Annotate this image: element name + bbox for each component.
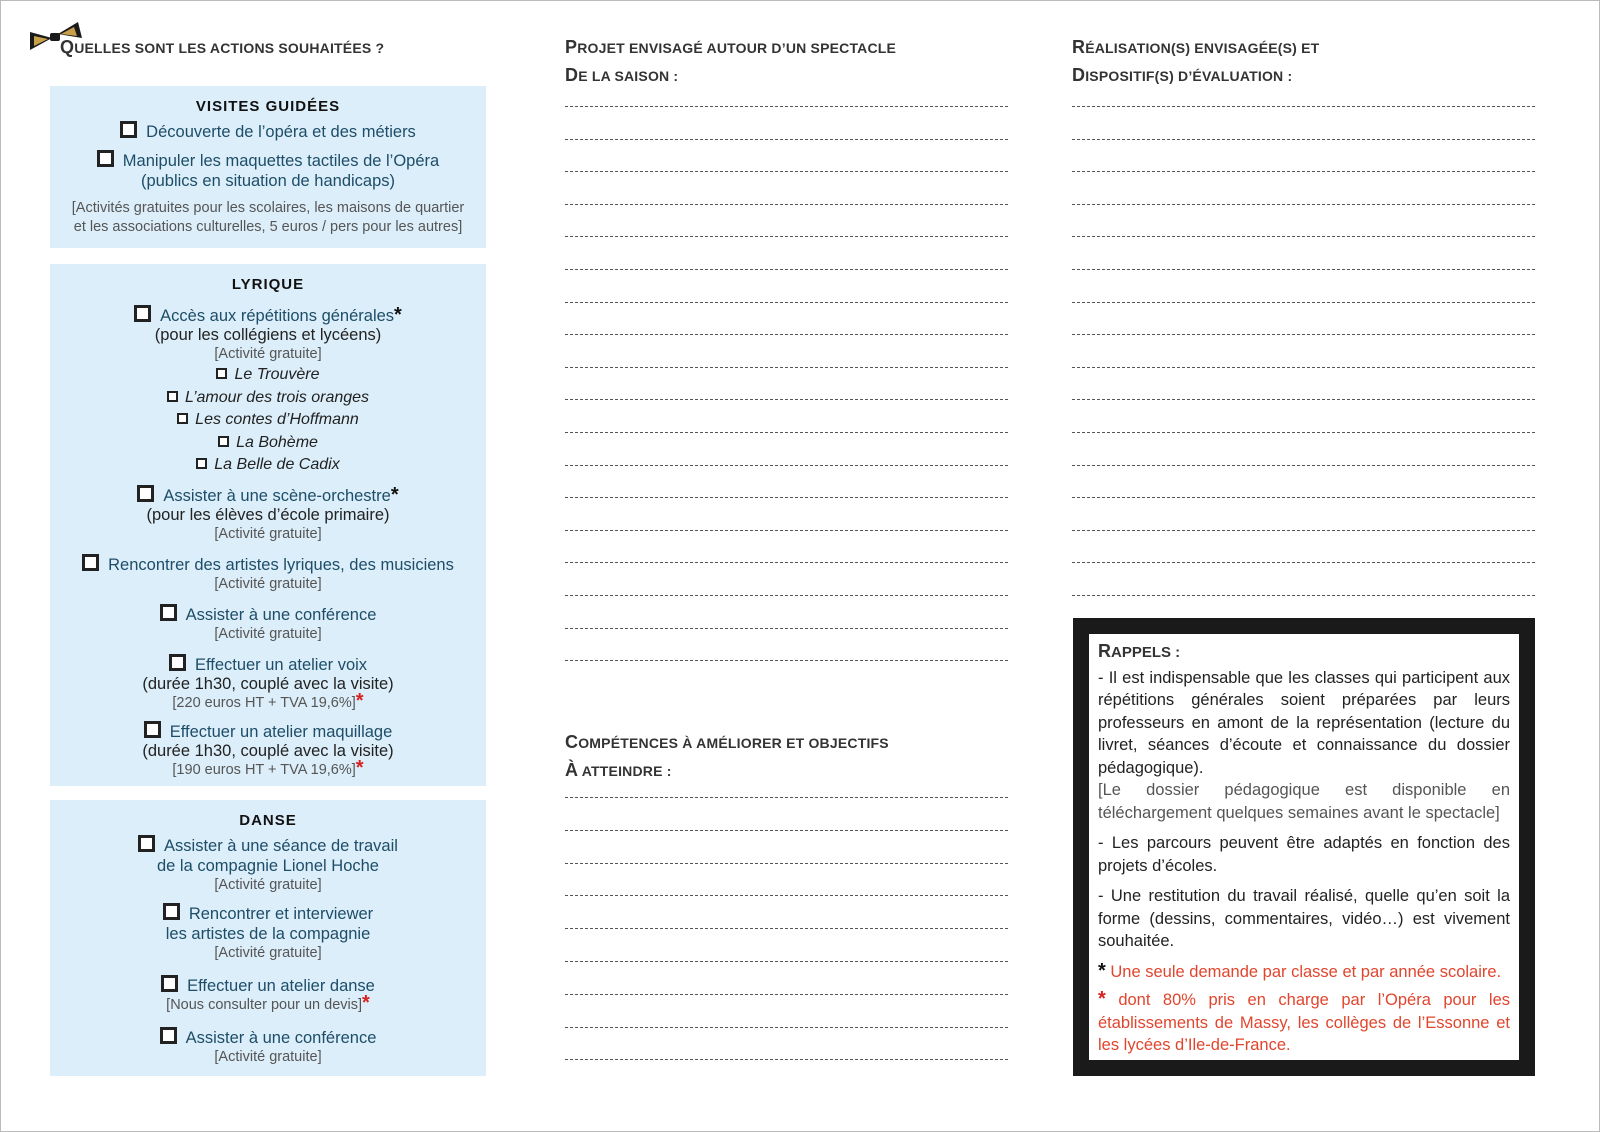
write-line[interactable] bbox=[565, 863, 1008, 864]
checkbox-icon[interactable] bbox=[218, 436, 229, 447]
write-line[interactable] bbox=[1072, 106, 1535, 107]
show-option[interactable]: La Belle de Cadix bbox=[50, 454, 486, 477]
write-line[interactable] bbox=[565, 928, 1008, 929]
write-line[interactable] bbox=[1072, 171, 1535, 172]
write-line[interactable] bbox=[565, 562, 1008, 563]
checkbox-icon[interactable] bbox=[134, 305, 151, 322]
rappels-content bbox=[1089, 634, 1519, 1060]
rappels-box bbox=[1073, 618, 1535, 1076]
write-line[interactable] bbox=[565, 628, 1008, 629]
write-line[interactable] bbox=[1072, 302, 1535, 303]
rappels-title: RAPPELS : bbox=[1098, 641, 1181, 661]
write-line[interactable] bbox=[1072, 399, 1535, 400]
visites-guidees-panel bbox=[50, 86, 486, 248]
show-option[interactable]: Le Trouvère bbox=[50, 364, 486, 387]
rappel-item: - Une restitution du travail réalisé, quelle qu’en soit la forme (dessins, commentaires, vidéo…) est vivement souhaitée. bbox=[1098, 887, 1510, 950]
checkbox-icon[interactable] bbox=[97, 150, 114, 167]
option-atelier-danse[interactable]: Effectuer un atelier danse bbox=[50, 975, 486, 996]
write-line[interactable] bbox=[565, 204, 1008, 205]
price-note: [220 euros HT + TVA 19,6%]* bbox=[172, 689, 364, 712]
option-repetitions[interactable]: Accès aux répétitions générales* bbox=[50, 305, 486, 326]
asterisk: * bbox=[355, 756, 364, 779]
danse-panel bbox=[50, 800, 486, 1076]
write-line[interactable] bbox=[565, 139, 1008, 140]
gratuite-note: [Activité gratuite] bbox=[214, 945, 322, 961]
price-note: [Activités gratuites pour les scolaires, les maisons de quartier bbox=[71, 200, 465, 216]
option-sub: (pour les collégiens et lycéens) bbox=[154, 326, 382, 344]
write-line[interactable] bbox=[1072, 139, 1535, 140]
show-option[interactable]: L’amour des trois oranges bbox=[50, 387, 486, 410]
page-title: QUELLES SONT LES ACTIONS SOUHAITÉES ? bbox=[60, 37, 385, 57]
checkbox-icon[interactable] bbox=[163, 903, 180, 920]
checkbox-icon[interactable] bbox=[196, 458, 207, 469]
option-rencontrer-artistes[interactable]: Rencontrer des artistes lyriques, des musiciens bbox=[50, 554, 486, 575]
section-title: DANSE bbox=[239, 812, 297, 829]
option-sub: (pour les élèves d’école primaire) bbox=[146, 505, 390, 524]
write-line[interactable] bbox=[1072, 562, 1535, 563]
write-line[interactable] bbox=[565, 994, 1008, 995]
option-atelier-maquillage[interactable]: Effectuer un atelier maquillage bbox=[50, 721, 486, 742]
write-line[interactable] bbox=[565, 302, 1008, 303]
section-title: VISITES GUIDÉES bbox=[195, 98, 341, 115]
gratuite-note: [Activité gratuite] bbox=[214, 346, 322, 362]
footnote-funding: * dont 80% pris en charge par l’Opéra pour les établissements de Massy, les collèges de l’Essonne et les lycées d’Ile-de-France. bbox=[1098, 988, 1511, 1054]
checkbox-icon[interactable] bbox=[120, 121, 137, 138]
write-line[interactable] bbox=[565, 367, 1008, 368]
checkbox-icon[interactable] bbox=[144, 721, 161, 738]
write-line[interactable] bbox=[565, 236, 1008, 237]
option-conference[interactable]: Assister à une conférence bbox=[50, 604, 486, 625]
rappel-item: - Les parcours peuvent être adaptés en fonction des projets d’écoles. bbox=[1098, 834, 1510, 875]
option-seance-travail[interactable]: Assister à une séance de travail bbox=[50, 835, 486, 856]
gratuite-note: [Activité gratuite] bbox=[214, 525, 322, 542]
option-sub: (durée 1h30, couplé avec la visite) bbox=[142, 674, 394, 693]
option-sub: de la compagnie Lionel Hoche bbox=[157, 857, 379, 875]
price-note: et les associations culturelles, 5 euros / pers pour les autres] bbox=[73, 219, 463, 235]
write-line[interactable] bbox=[565, 465, 1008, 466]
gratuite-note: [Activité gratuite] bbox=[214, 625, 322, 642]
checkbox-icon[interactable] bbox=[160, 1027, 177, 1044]
write-line[interactable] bbox=[1072, 465, 1535, 466]
gratuite-note: [Activité gratuite] bbox=[214, 877, 322, 893]
write-line[interactable] bbox=[1072, 367, 1535, 368]
checkbox-icon[interactable] bbox=[161, 975, 178, 992]
gratuite-note: [Activité gratuite] bbox=[214, 575, 322, 592]
realisation-heading: RÉALISATION(S) ENVISAGÉE(S) ET DISPOSITIF(S) D’ÉVALUATION : bbox=[1072, 37, 1320, 85]
option-sub: les artistes de la compagnie bbox=[165, 925, 371, 943]
write-line[interactable] bbox=[1072, 236, 1535, 237]
option-decouverte[interactable]: Découverte de l’opéra et des métiers bbox=[50, 121, 486, 142]
option-atelier-voix[interactable]: Effectuer un atelier voix bbox=[50, 654, 486, 675]
footnote-single-request: * Une seule demande par classe et par année scolaire. bbox=[1098, 959, 1502, 982]
write-line[interactable] bbox=[565, 269, 1008, 270]
rappel-note: [Le dossier pédagogique est disponible en téléchargement quelques semaines avant le spectacle] bbox=[1098, 781, 1510, 822]
write-line[interactable] bbox=[1072, 269, 1535, 270]
rappel-item: - Il est indispensable que les classes qui participent aux répétitions générales soient préparées par leurs professeurs en amont de la représentation (lecture du livret, séances d’écoute et connaissance du dossier pédagogique). bbox=[1098, 668, 1510, 777]
asterisk: * bbox=[394, 304, 402, 326]
write-line[interactable] bbox=[565, 830, 1008, 831]
competences-heading: COMPÉTENCES À AMÉLIORER ET OBJECTIFS À ATTEINDRE : bbox=[565, 732, 889, 780]
write-line[interactable] bbox=[565, 1027, 1008, 1028]
write-line[interactable] bbox=[1072, 334, 1535, 335]
checkbox-icon[interactable] bbox=[169, 654, 186, 671]
write-line[interactable] bbox=[565, 530, 1008, 531]
write-line[interactable] bbox=[565, 432, 1008, 433]
option-conference[interactable]: Assister à une conférence bbox=[50, 1027, 486, 1048]
checkbox-icon[interactable] bbox=[137, 485, 154, 502]
price-note: [Nous consulter pour un devis]* bbox=[166, 992, 370, 1014]
write-line[interactable] bbox=[565, 106, 1008, 107]
lyrique-panel bbox=[50, 264, 486, 786]
option-maquettes-sub: (publics en situation de handicaps) bbox=[140, 172, 396, 190]
show-option[interactable]: La Bohème bbox=[50, 432, 486, 455]
write-line[interactable] bbox=[565, 171, 1008, 172]
section-title: LYRIQUE bbox=[231, 276, 305, 293]
write-line[interactable] bbox=[565, 334, 1008, 335]
write-line[interactable] bbox=[565, 895, 1008, 896]
checkbox-icon[interactable] bbox=[177, 413, 188, 424]
asterisk: * bbox=[362, 992, 370, 1014]
write-line[interactable] bbox=[1072, 432, 1535, 433]
write-line[interactable] bbox=[565, 399, 1008, 400]
write-line[interactable] bbox=[565, 660, 1008, 661]
asterisk: * bbox=[390, 483, 399, 506]
write-line[interactable] bbox=[1072, 530, 1535, 531]
gratuite-note: [Activité gratuite] bbox=[214, 1049, 322, 1065]
option-rencontrer-interviewer[interactable]: Rencontrer et interviewer bbox=[50, 903, 486, 924]
show-option[interactable]: Les contes d’Hoffmann bbox=[50, 409, 486, 432]
checkbox-icon[interactable] bbox=[167, 391, 178, 402]
write-line[interactable] bbox=[1072, 497, 1535, 498]
price-note: [190 euros HT + TVA 19,6%]* bbox=[172, 756, 364, 779]
checkbox-icon[interactable] bbox=[160, 604, 177, 621]
checkbox-icon[interactable] bbox=[82, 554, 99, 571]
write-line[interactable] bbox=[565, 497, 1008, 498]
checkbox-icon[interactable] bbox=[138, 835, 155, 852]
write-line[interactable] bbox=[565, 961, 1008, 962]
option-scene-orchestre[interactable]: Assister à une scène-orchestre* bbox=[50, 485, 486, 506]
write-line[interactable] bbox=[565, 595, 1008, 596]
checkbox-icon[interactable] bbox=[216, 368, 227, 379]
write-line[interactable] bbox=[1072, 595, 1535, 596]
option-maquettes[interactable]: Manipuler les maquettes tactiles de l’Opéra bbox=[50, 150, 486, 171]
option-sub: (durée 1h30, couplé avec la visite) bbox=[142, 741, 394, 760]
write-line[interactable] bbox=[565, 1059, 1008, 1060]
write-line[interactable] bbox=[565, 797, 1008, 798]
projet-heading: PROJET ENVISAGÉ AUTOUR D’UN SPECTACLE DE LA SAISON : bbox=[565, 37, 897, 85]
write-line[interactable] bbox=[1072, 204, 1535, 205]
asterisk: * bbox=[355, 689, 364, 712]
